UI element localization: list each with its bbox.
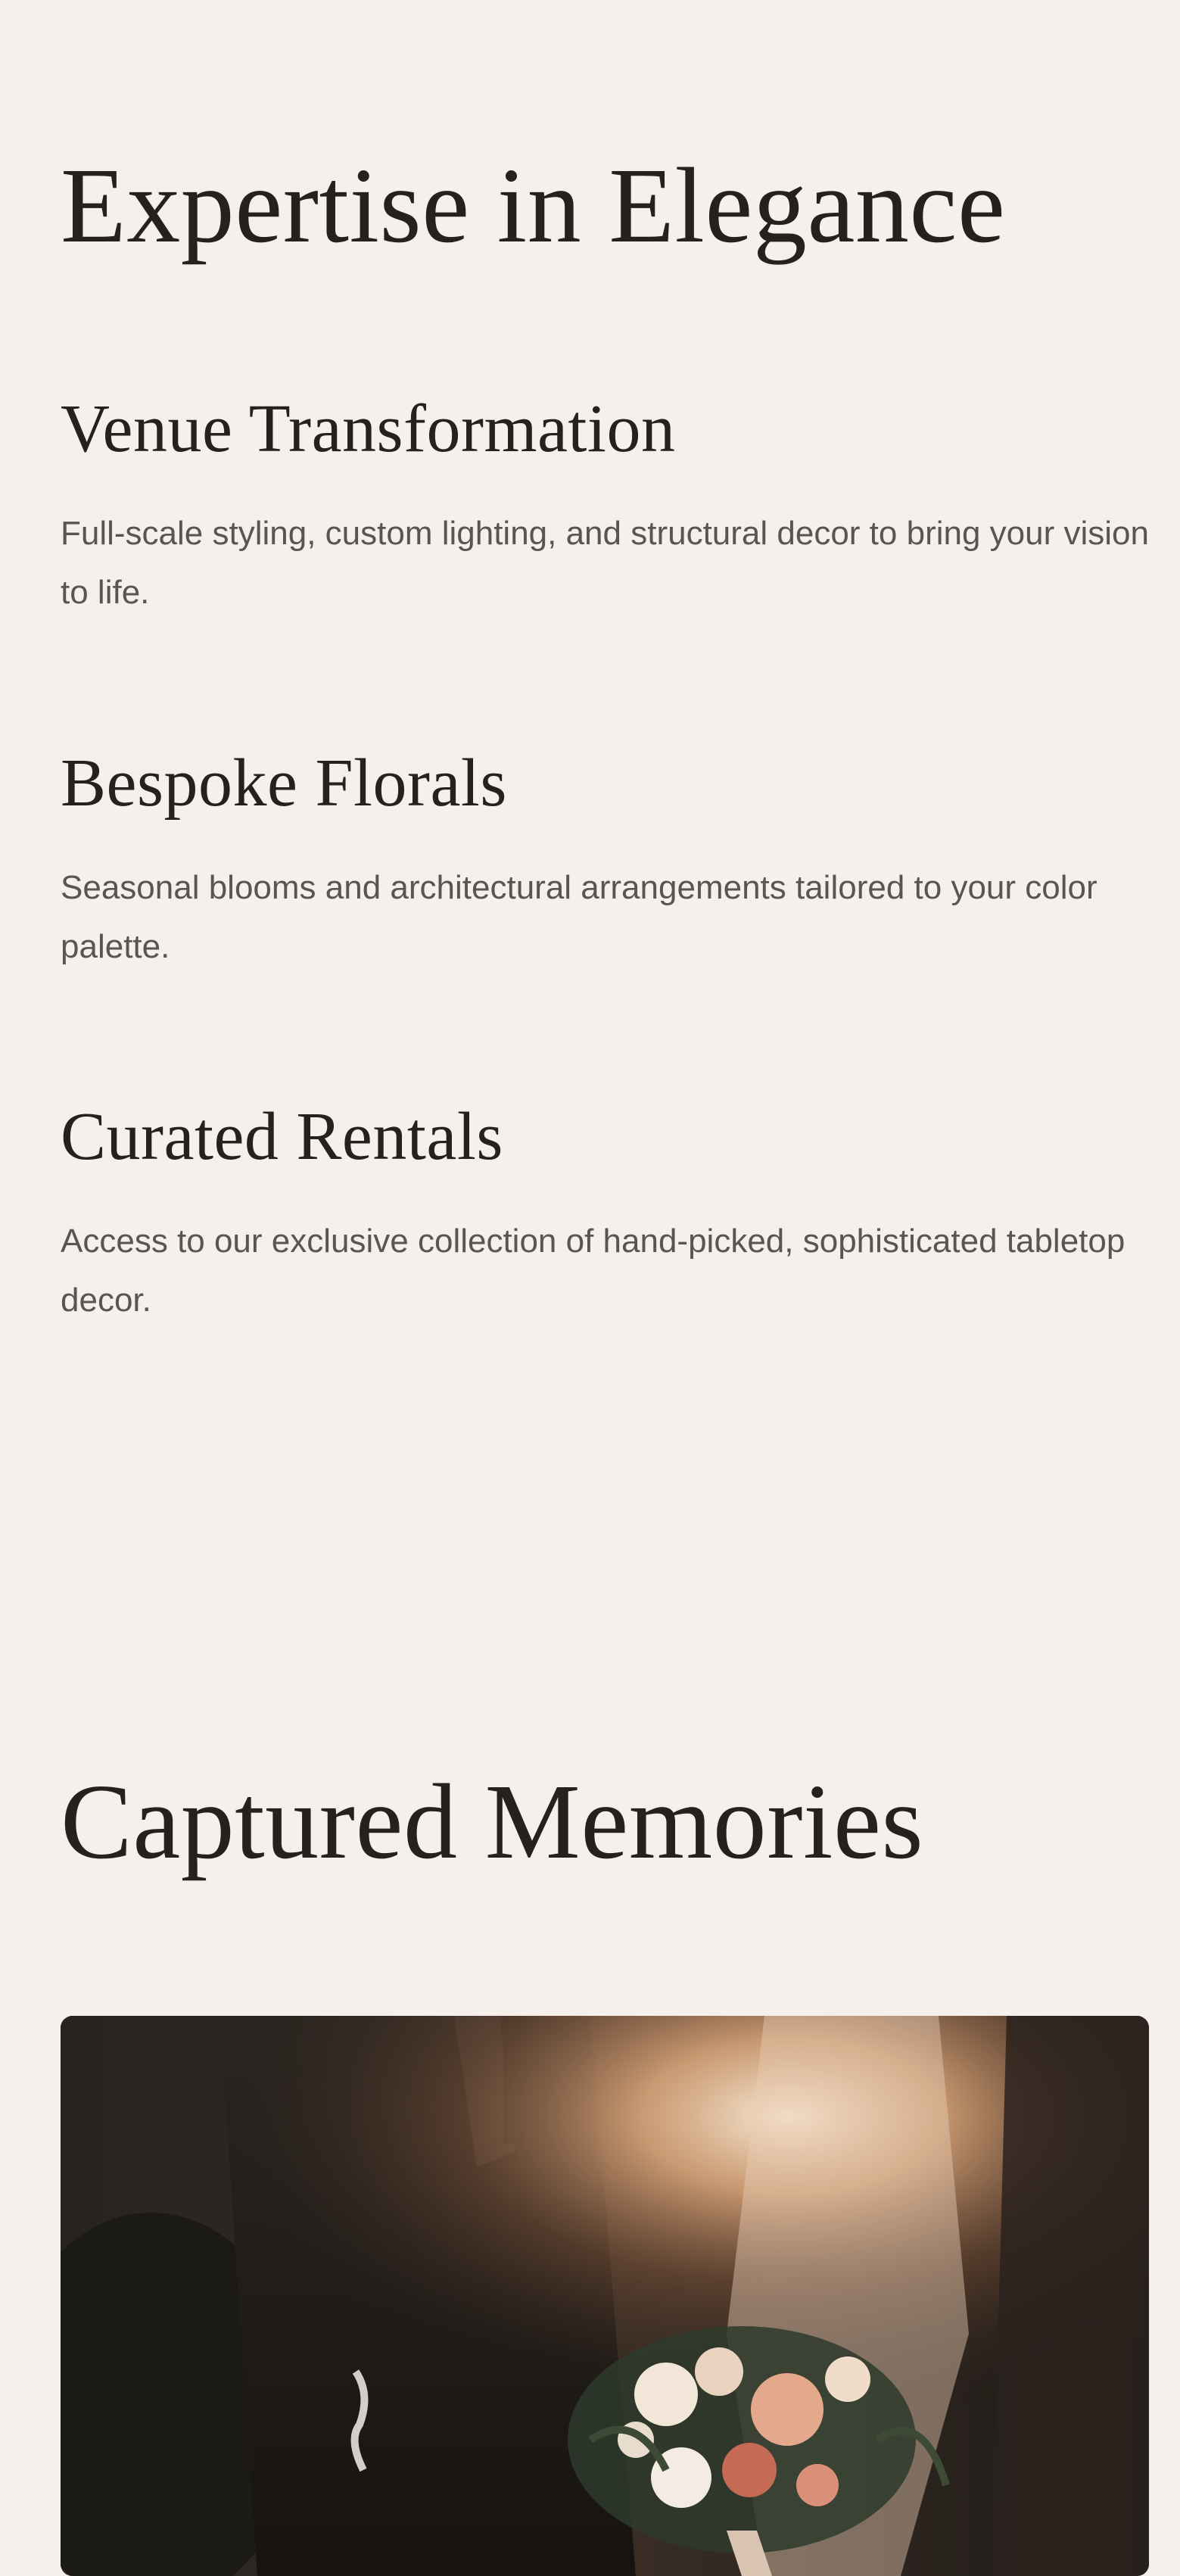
service-description: Access to our exclusive collection of hand-picked, sophisticated tabletop decor. — [61, 1223, 1126, 1319]
service-item-venue-transformation — [61, 391, 1158, 622]
service-item-curated-rentals — [61, 1099, 1158, 1330]
service-item-bespoke-florals — [61, 746, 1158, 977]
service-description: Full-scale styling, custom lighting, and structural decor to bring your vision to life. — [61, 515, 1149, 611]
expertise-title: Expertise in Elegance — [61, 145, 1006, 265]
service-title: Curated Rentals — [61, 1099, 503, 1174]
service-title: Venue Transformation — [61, 391, 676, 466]
gallery-title: Captured Memories — [61, 1761, 924, 1881]
gallery-photo — [61, 2016, 1149, 2576]
wedding-photo-image — [61, 2016, 1149, 2576]
service-description: Seasonal blooms and architectural arrangements tailored to your color palette. — [61, 869, 1097, 965]
service-title: Bespoke Florals — [61, 746, 507, 821]
